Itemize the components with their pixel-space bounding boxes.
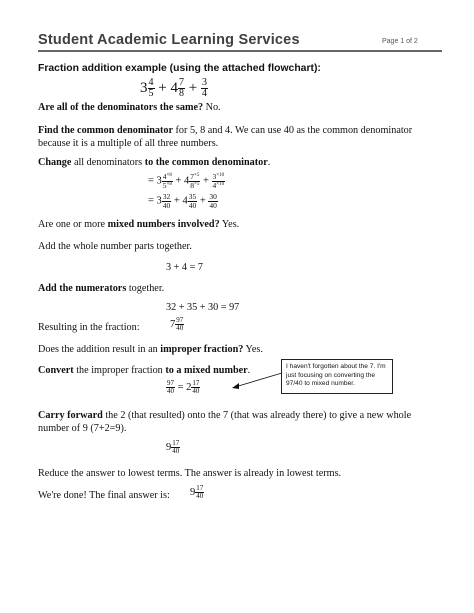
find-common-denominator-line1: Find the common denominator for 5, 8 and 4. We can use 40 as the common denominator [38,125,413,136]
problem-expression: 3 $\frac{4}{5}$ + 4 $\frac{7}{8}$ + $\frac{3}{4}$ [140,77,207,99]
convert-equation: $\frac{97}{40}$ = 2 $\frac{17}{40}$ [167,379,200,395]
fraction: $\frac{4}{5}$ [148,77,154,99]
whole-numbers-equation: 3 + 4 = 7 [166,262,203,273]
numerators-equation: 32 + 35 + 30 = 97 [166,302,240,313]
fraction: $\frac{7}{8}$ [178,77,184,99]
add-numerators-step: Add the numerators together. [38,283,165,294]
header-divider [38,50,442,52]
convert-step: Convert the improper fraction to a mixed number. [38,365,251,376]
carry-forward-line1: Carry forward the 2 (that resulted) onto the 7 (that was already there) to give a new whole [38,410,412,421]
question-improper-fraction: Does the addition result in an improper fraction? Yes. [38,344,263,355]
add-whole-numbers-text: Add the whole number parts together. [38,241,192,252]
change-denominators-step: Change all denominators to the common denominator. [38,157,271,168]
conversion-line-1: = 3 $\frac{4^{\times 8}}{5^{\times 8}}$ + 4 $\frac{7^{\times 5}}{8^{\times 5}}$ + $\frac{3^{\times 10}}{4^{\times 10}}$ [148,172,225,190]
final-answer: 9 $\frac{17}{40}$ [190,484,204,500]
find-common-denominator-line2: because it is a multiple of all three numbers. [38,138,219,149]
whole-number: 3 [140,79,148,96]
whole-number: 4 [170,79,178,96]
resulting-fraction: 7 $\frac{97}{40}$ [170,316,184,332]
carry-forward-line2: number of 9 (7+2=9). [38,423,127,434]
callout-note: I haven't forgotten about the 7. I'm just focusing on converting the 97/40 to mixed number. [281,359,393,394]
document-header-title: Student Academic Learning Services [38,32,300,48]
question-denominators: Are all of the denominators the same? No. [38,102,221,113]
fraction: $\frac{3}{4}$ [201,77,207,99]
question-mixed-numbers: Are one or more mixed numbers involved? Yes. [38,219,240,230]
final-answer-text: We're done! The final answer is: [38,490,170,501]
section-heading: Fraction addition example (using the attached flowchart): [38,63,321,74]
carry-forward-result: 9 $\frac{17}{40}$ [166,439,180,455]
page-number: Page 1 of 2 [382,38,418,45]
resulting-fraction-text: Resulting in the fraction: [38,322,140,333]
reduce-text: Reduce the answer to lowest terms. The answer is already in lowest terms. [38,468,342,479]
conversion-line-2: = 3 $\frac{32}{40}$ + 4 $\frac{35}{40}$ + $\frac{30}{40}$ [148,192,217,210]
callout-arrow [230,370,285,392]
